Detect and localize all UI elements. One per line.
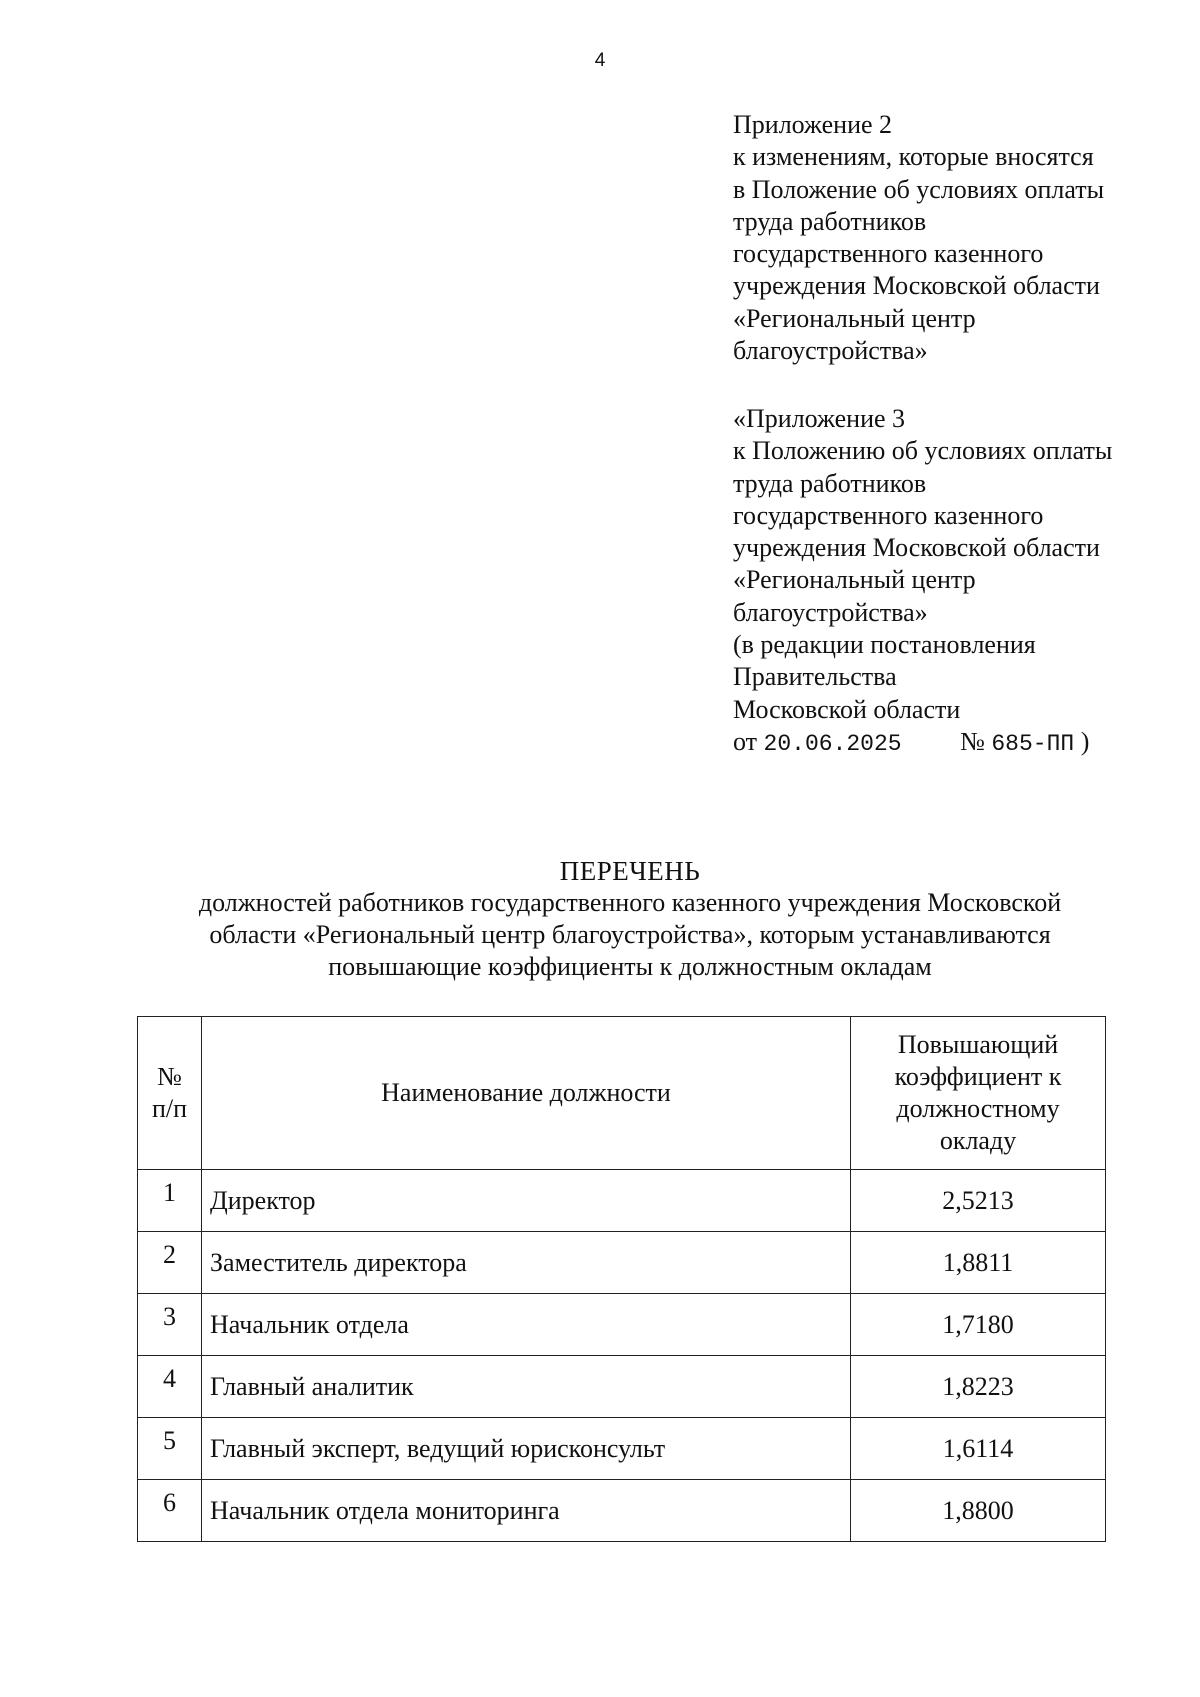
appendix-2-line: государственного казенного xyxy=(733,239,1044,269)
position-name: Главный эксперт, ведущий юрисконсульт xyxy=(202,1418,851,1480)
position-name: Начальник отдела xyxy=(202,1294,851,1356)
header-number: № п/п xyxy=(138,1017,202,1170)
decree-number: 685-ПП xyxy=(991,730,1075,757)
page-number: 4 xyxy=(594,50,606,71)
appendix-2-line: Приложение 2 xyxy=(733,110,893,139)
coefficient-value: 1,8811 xyxy=(851,1232,1106,1294)
position-name: Начальник отдела мониторинга xyxy=(202,1480,851,1542)
appendix-3-line: Московской области xyxy=(733,694,961,724)
header-coefficient: Повышающий коэффициент к должностному окладу xyxy=(851,1017,1106,1170)
date-prefix: от xyxy=(733,726,758,756)
appendix-3-line: к Положению об условиях оплаты xyxy=(733,436,1113,466)
row-number: 6 xyxy=(138,1480,202,1542)
appendix-3-line: благоустройства» xyxy=(733,597,928,627)
appendix-2-line: труда работников xyxy=(733,206,927,236)
title-line: повышающие коэффициенты к должностным окладам xyxy=(328,952,932,981)
coefficient-value: 1,7180 xyxy=(851,1294,1106,1356)
decree-date: 20.06.2025 xyxy=(763,730,902,757)
table-row xyxy=(138,1232,1106,1294)
coefficient-value: 1,8800 xyxy=(851,1480,1106,1542)
number-prefix: № xyxy=(960,726,985,756)
appendix-2-line: «Региональный центр xyxy=(733,303,976,333)
appendix-3-line: учреждения Московской области xyxy=(733,533,1100,563)
coefficient-value: 1,6114 xyxy=(851,1418,1106,1480)
appendix-3-line: труда работников xyxy=(733,468,927,498)
table-row xyxy=(138,1294,1106,1356)
appendix-2-block xyxy=(733,109,1193,367)
appendix-2-line: к изменениям, которые вносятся xyxy=(733,142,1094,172)
coefficient-value: 1,8223 xyxy=(851,1356,1106,1418)
appendix-3-line: государственного казенного xyxy=(733,500,1044,530)
decree-date-line xyxy=(733,726,1193,760)
appendix-2-line: благоустройства» xyxy=(733,336,928,366)
table-row xyxy=(138,1480,1106,1542)
appendix-3-line: «Приложение 3 xyxy=(733,404,906,433)
title-line: области «Региональный центр благоустройства», которым устанавливаются xyxy=(209,920,1051,949)
row-number: 2 xyxy=(138,1232,202,1294)
appendix-3-line: (в редакции постановления xyxy=(733,630,1036,660)
header-position-name: Наименование должности xyxy=(202,1017,851,1170)
document-title-block xyxy=(130,855,1130,983)
closing-bracket: ) xyxy=(1080,726,1090,756)
appendix-3-line: Правительства xyxy=(733,662,897,692)
table-row xyxy=(138,1356,1106,1418)
row-number: 5 xyxy=(138,1418,202,1480)
position-name: Главный аналитик xyxy=(202,1356,851,1418)
title-line: должностей работников государственного казенного учреждения Московской xyxy=(198,888,1062,917)
appendix-3-line: «Региональный центр xyxy=(733,565,976,595)
table-row xyxy=(138,1418,1106,1480)
position-name: Заместитель директора xyxy=(202,1232,851,1294)
row-number: 3 xyxy=(138,1294,202,1356)
appendix-2-line: в Положение об условиях оплаты xyxy=(733,174,1105,204)
row-number: 1 xyxy=(138,1170,202,1232)
positions-table xyxy=(137,1016,1106,1542)
table-header-row xyxy=(138,1017,1106,1170)
appendix-2-line: учреждения Московской области xyxy=(733,271,1100,301)
table-row xyxy=(138,1170,1106,1232)
position-name: Директор xyxy=(202,1170,851,1232)
document-title: ПЕРЕЧЕНЬ xyxy=(559,856,701,886)
appendix-3-block xyxy=(733,403,1193,760)
row-number: 4 xyxy=(138,1356,202,1418)
coefficient-value: 2,5213 xyxy=(851,1170,1106,1232)
